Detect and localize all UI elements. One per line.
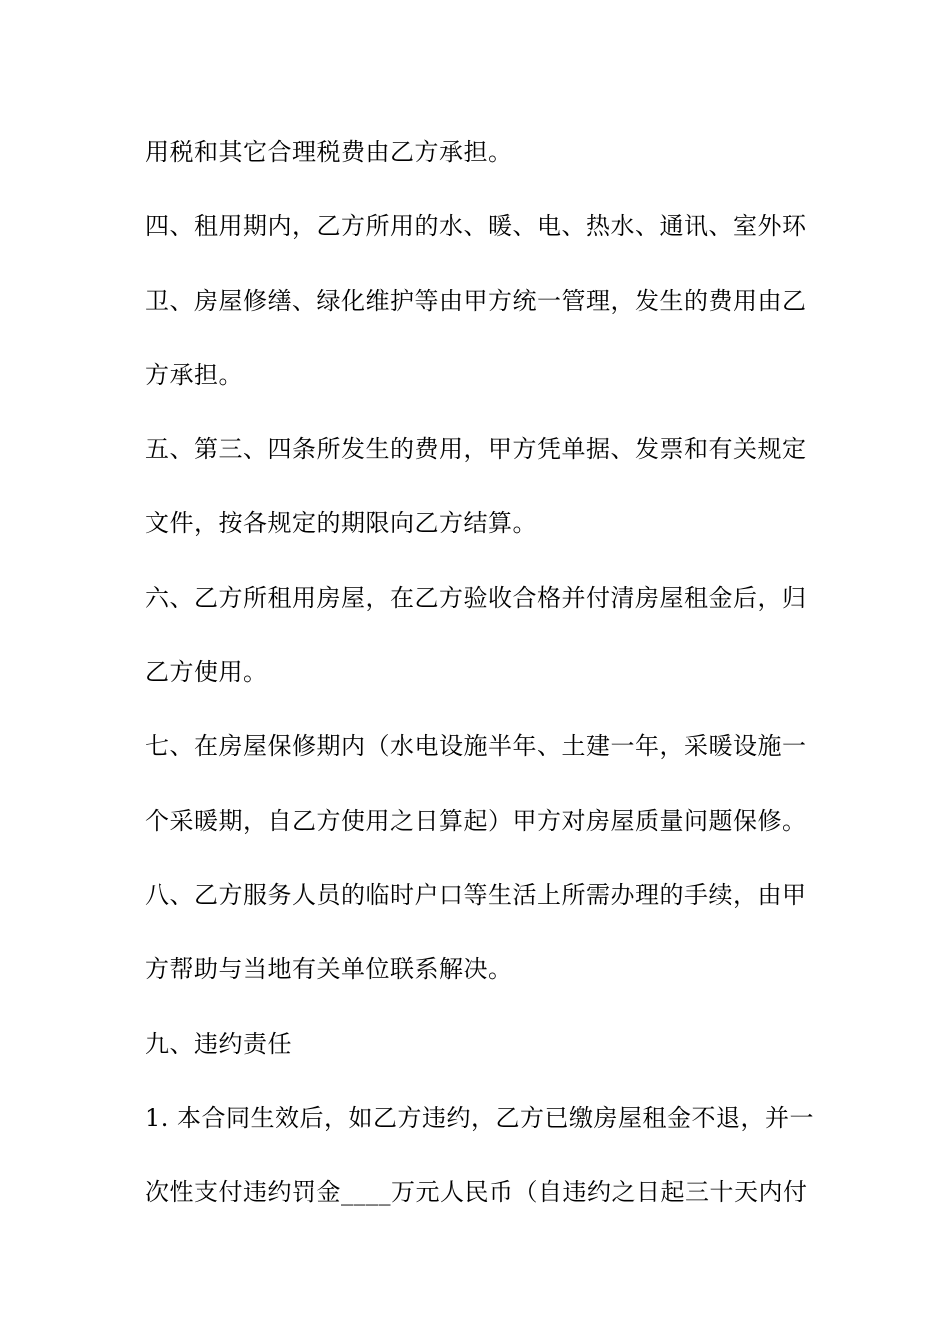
- text-line-12: 方帮助与当地有关单位联系解决。: [145, 955, 513, 983]
- text-line-15: 次性支付违约罚金____万元人民币（自违约之日起三十天内付: [145, 1178, 808, 1206]
- text-line-11: 八、乙方服务人员的临时户口等生活上所需办理的手续，由甲: [145, 881, 807, 909]
- text-line-10: 个采暖期，自乙方使用之日算起）甲方对房屋质量问题保修。: [145, 807, 807, 835]
- text-line-4: 方承担。: [145, 361, 243, 389]
- text-line-7: 六、乙方所租用房屋，在乙方验收合格并付清房屋租金后，归: [145, 584, 807, 612]
- text-line-9: 七、在房屋保修期内（水电设施半年、土建一年，采暖设施一: [145, 732, 807, 760]
- text-line-6: 文件，按各规定的期限向乙方结算。: [145, 509, 537, 537]
- text-line-3: 卫、房屋修缮、绿化维护等由甲方统一管理，发生的费用由乙: [145, 287, 807, 315]
- text-line-1: 用税和其它合理税费由乙方承担。: [145, 138, 513, 166]
- text-line-2: 四、租用期内，乙方所用的水、暖、电、热水、通讯、室外环: [145, 212, 807, 240]
- section-heading-breach: 九、违约责任: [145, 1030, 292, 1058]
- text-line-14: 1. 本合同生效后，如乙方违约，乙方已缴房屋租金不退，并一: [145, 1104, 815, 1132]
- text-line-5: 五、第三、四条所发生的费用，甲方凭单据、发票和有关规定: [145, 435, 807, 463]
- text-line-8: 乙方使用。: [145, 658, 268, 686]
